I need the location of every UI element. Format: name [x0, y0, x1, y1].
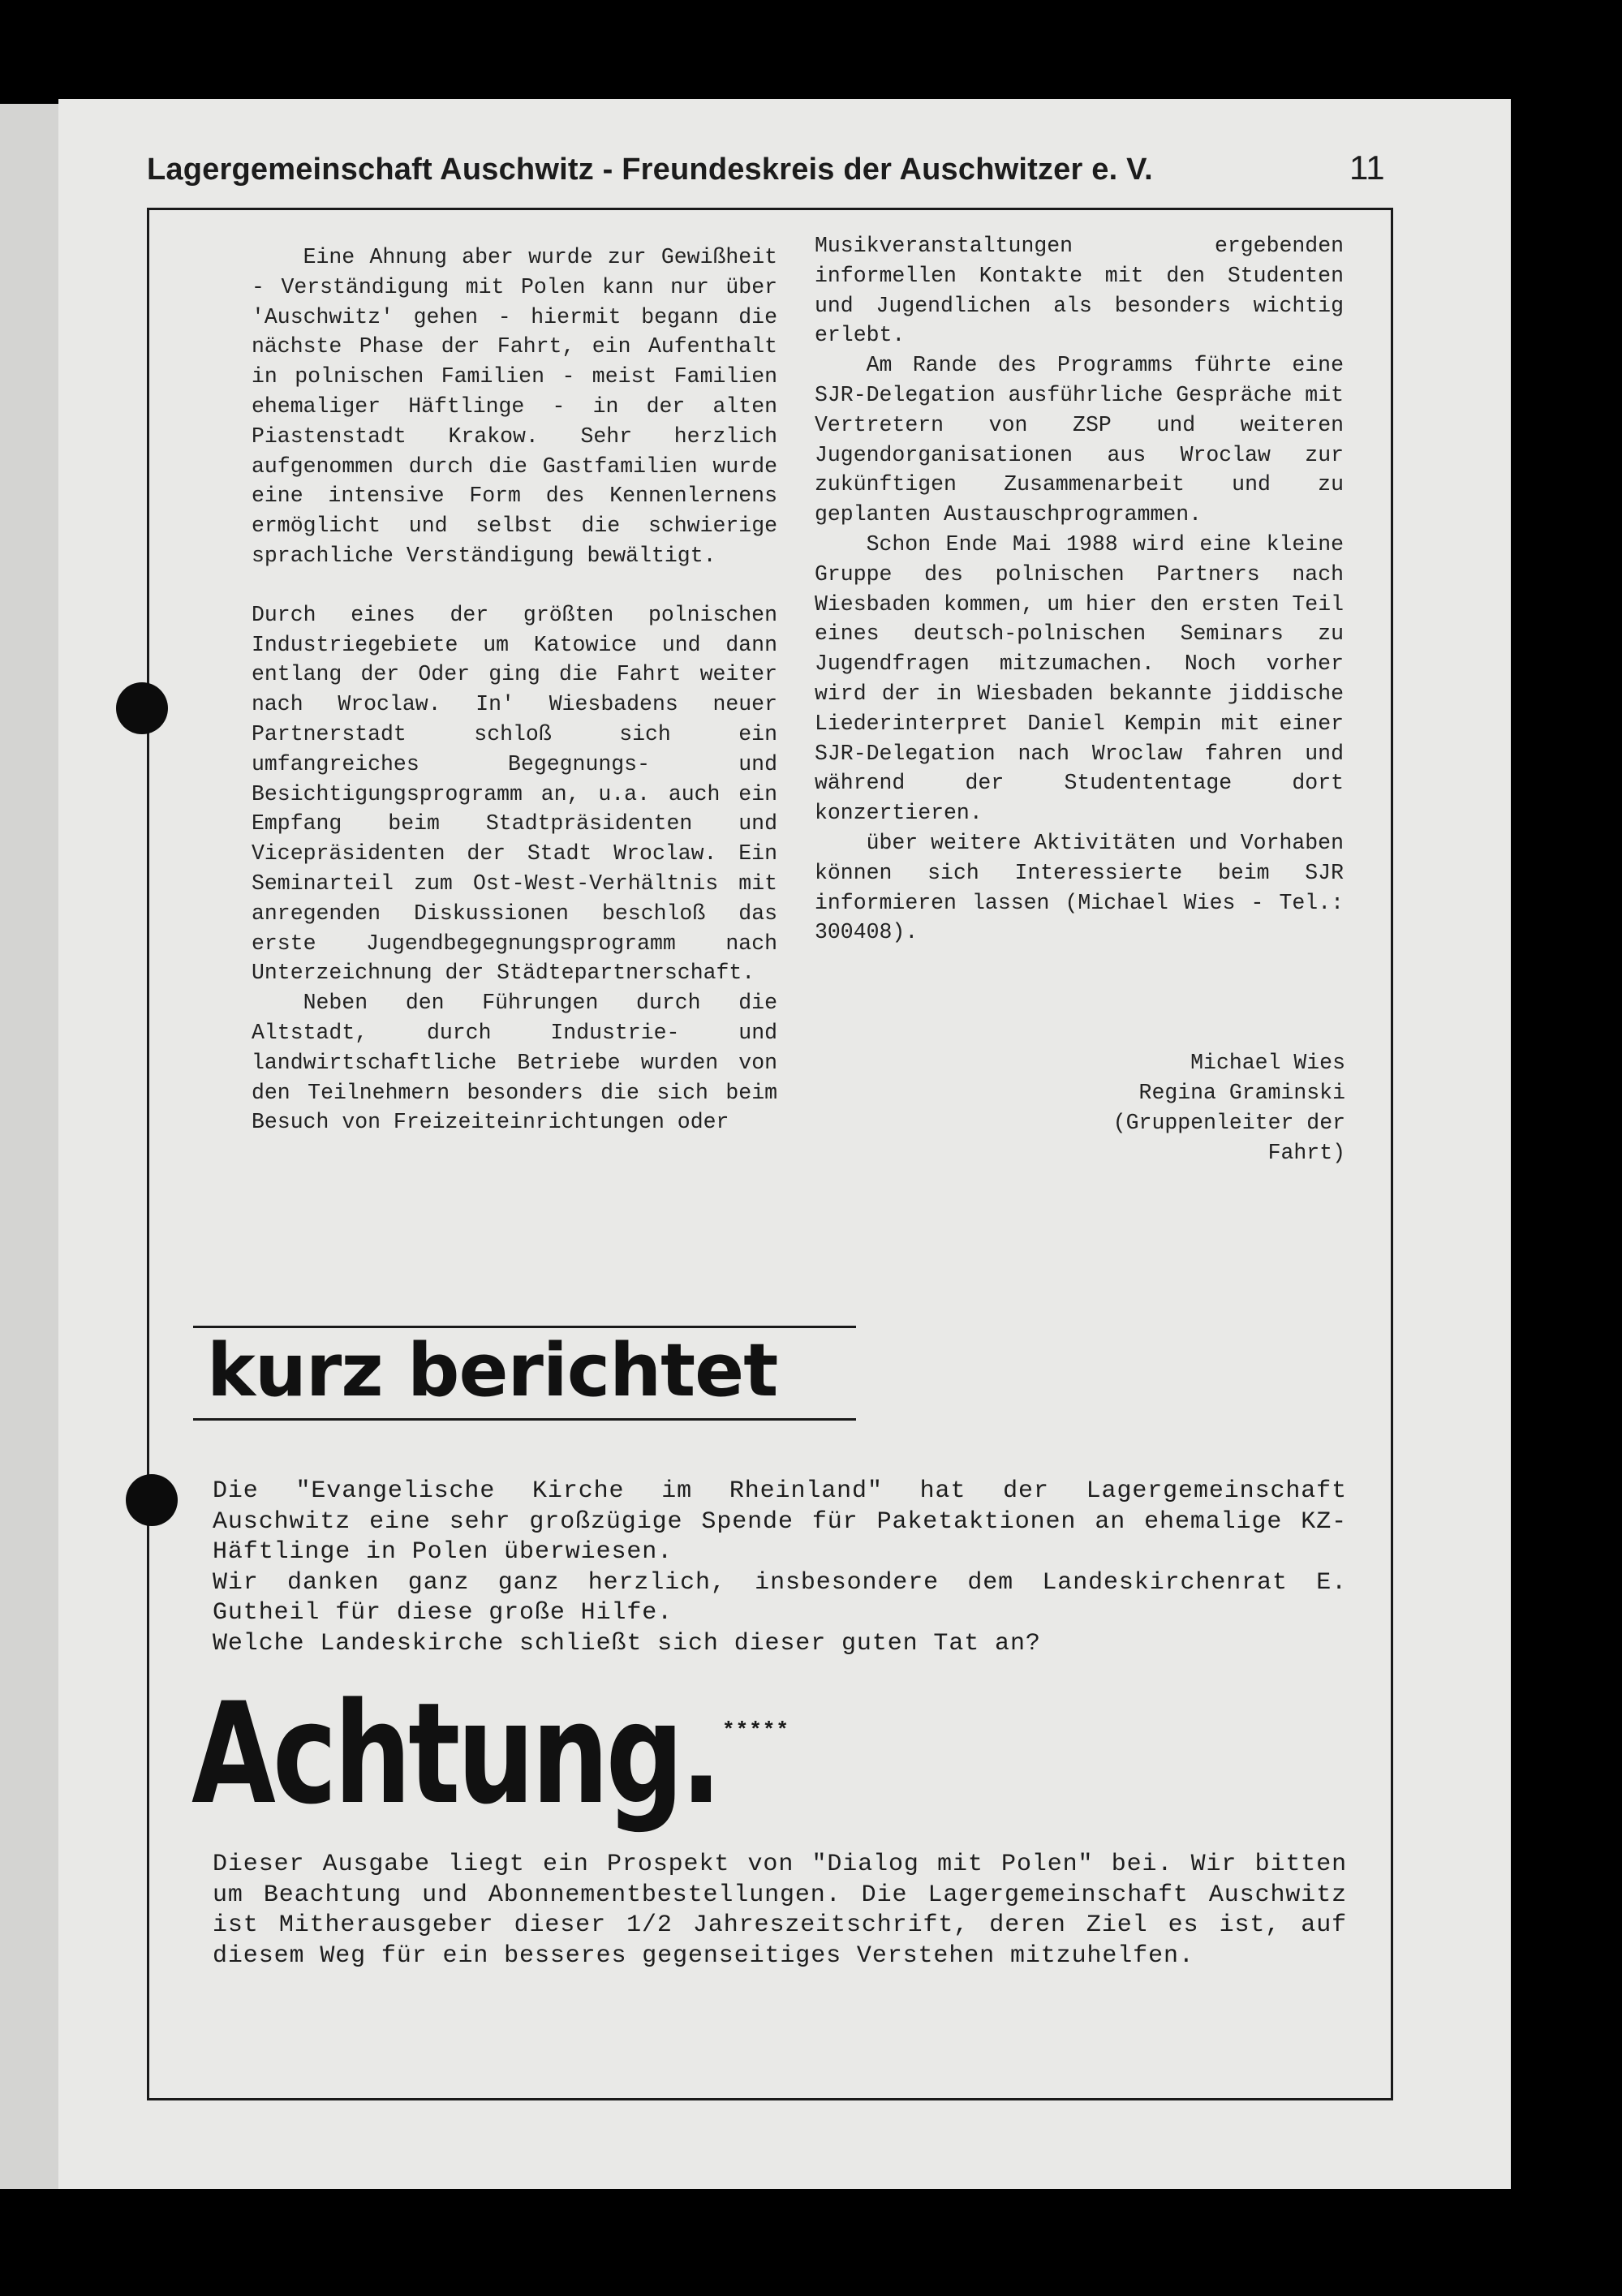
- article-paragraph: Eine Ahnung aber wurde zur Gewißheit - Verständigung mit Polen kann nur über 'Auschwitz' gehen - hiermit begann die nächste Phase der Fahrt, ein Aufenthalt in polnischen Familien - meist Familien ehemaliger Häftlinge - in der alten Piastenstadt Krakow. Sehr herzlich aufgenommen durch die Gastfamilien wurde eine intensive Form des Kennenlernens ermöglicht und selbst die schwierige sprachliche Verständigung bewältigt.: [252, 245, 777, 568]
- punch-hole: [126, 1474, 178, 1526]
- scan-background: [0, 2189, 1622, 2296]
- achtung-text: [213, 1850, 1347, 1971]
- article-paragraph: über weitere Aktivitäten und Vorhaben können sich Interessierte beim SJR informieren lassen (Michael Wies - Tel.: 300408).: [815, 830, 1344, 945]
- punch-hole: [116, 682, 168, 734]
- article-paragraph: Durch eines der größten polnischen Industriegebiete um Katowice und dann entlang der Oder ging die Fahrt weiter nach Wroclaw. In' Wiesbadens neuer Partnerstadt schloß sich ein umfangreiches Begegnungs- und Besichtigungsprogramm an, u.a. auch ein Empfang beim Stadtpräsidenten und Vicepräsidenten der Stadt Wroclaw. Ein Seminarteil zum Ost-West-Verhältnis mit anregenden Diskussionen beschloß das erste Jugendbegegnungsprogramm nach Unterzeichnung der Städtepartnerschaft.: [252, 602, 777, 986]
- article-paragraph: Neben den Führungen durch die Altstadt, durch Industrie- und landwirtschaftliche Betriebe wurden von den Teilnehmern besonders die sich beim Besuch von Freizeiteinrichtungen oder: [252, 991, 777, 1135]
- heading-rule-bottom: [193, 1418, 856, 1421]
- signature-line: Michael Wies: [1190, 1051, 1345, 1075]
- article-signature: [1055, 1048, 1345, 1168]
- achtung-stars: *****: [722, 1718, 790, 1743]
- article-right-column: [815, 231, 1344, 948]
- page-header-title: Lagergemeinschaft Auschwitz - Freundeskreis der Auschwitzer e. V.: [147, 153, 1153, 187]
- notice-line: Wir danken ganz ganz herzlich, insbesondere dem Landeskirchenrat E. Gutheil für diese große Hilfe.: [213, 1568, 1347, 1627]
- kurz-berichtet-heading: kurz berichtet: [207, 1328, 778, 1413]
- signature-line: (Gruppenleiter der Fahrt): [1112, 1111, 1345, 1165]
- notice-paragraph: Dieser Ausgabe liegt ein Prospekt von "Dialog mit Polen" bei. Wir bitten um Beachtung und Abonnementbestellungen. Die Lagergemeinschaft Auschwitz ist Mitherausgeber dieser 1/2 Jahreszeitschrift, deren Ziel es ist, auf diesem Weg für ein besseres gegenseitiges Verstehen mitzuhelfen.: [213, 1851, 1347, 1970]
- page-number: 11: [1349, 148, 1385, 187]
- achtung-heading: Achtung.: [191, 1672, 719, 1835]
- signature-line: Regina Graminski: [1138, 1081, 1345, 1105]
- notice-line: Welche Landeskirche schließt sich dieser guten Tat an?: [213, 1629, 1041, 1658]
- article-left-column: [252, 243, 777, 1137]
- article-paragraph: Am Rande des Programms führte eine SJR-Delegation ausführliche Gespräche mit Vertretern von ZSP und weiteren Jugendorganisationen aus Wroclaw zur zukünftigen Zusammenarbeit und zu geplanten Austauschprogrammen.: [815, 353, 1344, 527]
- article-paragraph: Musikveranstaltungen ergebenden informellen Kontakte mit den Studenten und Jugendlichen als besonders wichtig erlebt.: [815, 234, 1344, 348]
- notice-line: Die "Evangelische Kirche im Rheinland" hat der Lagergemeinschaft Auschwitz eine sehr großzügige Spende für Paketaktionen an ehemalige KZ-Häftlinge in Polen überwiesen.: [213, 1477, 1347, 1566]
- kurz-berichtet-text: [213, 1477, 1347, 1659]
- article-paragraph: Schon Ende Mai 1988 wird eine kleine Gruppe des polnischen Partners nach Wiesbaden kommen, um hier den ersten Teil eines deutsch-polnischen Seminars zu Jugendfragen mitzumachen. Noch vorher wird der in Wiesbaden bekannte jiddische Liederinterpret Daniel Kempin mit einer SJR-Delegation nach Wroclaw fahren und während der Studententage dort konzertieren.: [815, 531, 1344, 826]
